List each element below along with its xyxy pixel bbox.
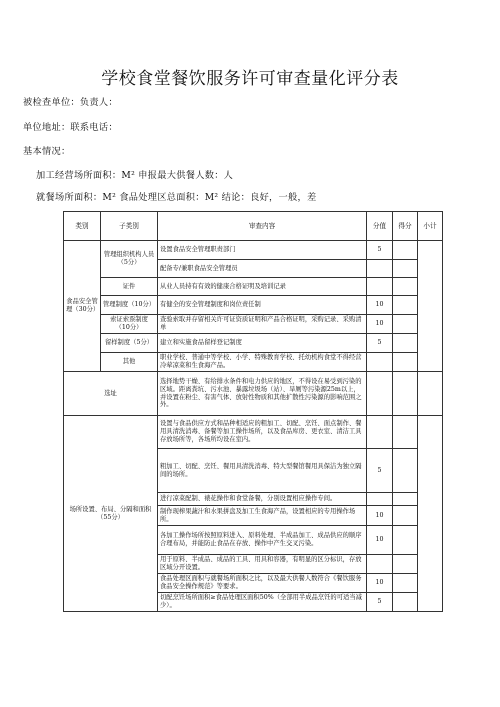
- row-content: 配备专/兼职食品安全管理员: [158, 260, 367, 278]
- table-row: [64, 241, 443, 260]
- score-cell[interactable]: [393, 278, 418, 296]
- section-food-safety: 食品安全管理（30分）: [64, 241, 101, 372]
- score-cell[interactable]: [393, 315, 418, 334]
- row-content: 查验索取并存留相关许可证资质证明和产品合格证明，采购记录、采购清单: [158, 315, 367, 334]
- row-value: 10: [367, 315, 393, 334]
- row-content: 设置食品安全管理职责部门: [158, 241, 367, 260]
- sub-purchase: 索证索票制度（10分）: [101, 315, 158, 334]
- page-title: 学校食堂餐饮服务许可审查量化评分表: [101, 69, 399, 89]
- inspected-unit-line: 被检查单位：负责人：: [23, 97, 118, 108]
- row-value: [367, 278, 393, 296]
- row-content: 设置与食品供应方式和品种相适应的粗加工、切配、烹饪、面点制作、餐用具清洗消毒、备餐等加工操作场所，以及食品库房、更衣室、清洁工具存放场所等，各场所均设在室内。: [158, 416, 367, 449]
- row-content: 粗加工、切配、烹饪、餐用具清洗消毒、特大型餐馆餐用具保洁为独立隔间的场所。: [158, 449, 367, 493]
- row-content: 职业学校、普通中等学校、小学、特殊教育学校、托幼机构食堂不得经营冷荤凉菜和生食海产品。: [158, 353, 367, 372]
- score-cell[interactable]: [393, 334, 418, 353]
- subtotal-cell[interactable]: [418, 416, 443, 612]
- row-content: 食品处理区面积与就餐场所面积之比，以及最大供餐人数符合《餐饮服务食品安全操作规范》等要求。: [158, 574, 367, 593]
- subtotal-cell[interactable]: [418, 372, 443, 416]
- table-row: [64, 372, 443, 416]
- score-cell[interactable]: [393, 241, 418, 260]
- conclusion-line: 就餐场所面积：M² 食品处理区总面积：M² 结论：良好，一般，差: [36, 192, 317, 203]
- score-cell[interactable]: [393, 416, 418, 449]
- header-value: 分值: [367, 212, 393, 241]
- section-site-selection: 选址: [64, 372, 158, 416]
- row-value: 10: [367, 526, 393, 555]
- address-line: 单位地址：联系电话：: [23, 122, 118, 133]
- score-cell[interactable]: [393, 555, 418, 574]
- score-cell[interactable]: [393, 260, 418, 278]
- row-content: 建立和实施食品留样登记制度: [158, 334, 367, 353]
- row-value: 5: [367, 593, 393, 612]
- row-content: 进行凉菜配制、裱花操作和食堂备餐，分别设置相应操作专间。: [158, 493, 367, 506]
- header-subtotal: 小计: [418, 212, 443, 241]
- area-line: 加工经营场所面积：M² 申报最大供餐人数：人: [36, 170, 234, 181]
- header-score: 得分: [393, 212, 418, 241]
- row-content: 切配烹饪场所面积≥食品处理区面积50%（全部用半成品烹饪的可适当减少）。: [158, 593, 367, 612]
- row-value: [367, 260, 393, 278]
- subtotal-cell[interactable]: [418, 241, 443, 372]
- row-value: [367, 372, 393, 416]
- table-row: [64, 416, 443, 449]
- header-content: 审查内容: [158, 212, 367, 241]
- score-cell[interactable]: [393, 506, 418, 526]
- row-value: [367, 416, 393, 449]
- score-cell[interactable]: [393, 353, 418, 372]
- row-content: 用于原料、半成品、成品的工具、用具和容器，有明显的区分标识，存放区域分开设置。: [158, 555, 367, 574]
- row-value: 10: [367, 296, 393, 315]
- row-content: 有健全的安全管理制度和岗位责任制: [158, 296, 367, 315]
- sub-sample: 留样制度（5分）: [101, 334, 158, 353]
- sub-org: 管理组织机构人员（5分）: [101, 241, 158, 278]
- table-row: [64, 296, 443, 315]
- row-value: [367, 555, 393, 574]
- table-row: [64, 334, 443, 353]
- table-row: [64, 315, 443, 334]
- score-cell[interactable]: [393, 493, 418, 506]
- row-value: [367, 493, 393, 506]
- score-cell[interactable]: [393, 574, 418, 593]
- header-subcategory: 子类别: [101, 212, 158, 241]
- row-value: 10: [367, 506, 393, 526]
- score-cell[interactable]: [393, 593, 418, 612]
- score-cell[interactable]: [393, 526, 418, 555]
- table-row: [64, 278, 443, 296]
- table-row: [64, 353, 443, 372]
- row-value: [367, 353, 393, 372]
- sub-system: 管理制度（10分）: [101, 296, 158, 315]
- sub-other: 其他: [101, 353, 158, 372]
- header-row: [64, 212, 443, 241]
- section-layout: 场所设置、布局、分隔和面积（55分）: [64, 416, 158, 612]
- row-content: 制作现榨果蔬汁和水果拼盘及加工生食海产品，设置相应的专用操作场所。: [158, 506, 367, 526]
- header-category: 类别: [64, 212, 101, 241]
- basic-info-line: 基本情况：: [23, 146, 71, 157]
- sub-cert: 证件: [101, 278, 158, 296]
- row-content: 选择地势干燥、有给排水条件和电力供应的地区，不得设在易受到污染的区域。距离粪坑、污水池、暴露垃圾场（站）、旱厕等污染源25m以上，并设置在粉尘、有害气体、放射性物质和其他扩散性污染源的影响范围之外。: [158, 372, 367, 416]
- score-cell[interactable]: [393, 372, 418, 416]
- score-table: [63, 211, 443, 612]
- row-value: 5: [367, 334, 393, 353]
- row-value: 5: [367, 449, 393, 493]
- row-content: 从业人员持有有效的健康合格证明及培训记录: [158, 278, 367, 296]
- score-cell[interactable]: [393, 449, 418, 493]
- row-value: 5: [367, 241, 393, 260]
- row-value: 10: [367, 574, 393, 593]
- row-content: 各加工操作场所按照原料进入、原料处理、半成品加工、成品供应的顺序合理布局，并能防止食品在存放、操作中产生交叉污染。: [158, 526, 367, 555]
- score-cell[interactable]: [393, 296, 418, 315]
